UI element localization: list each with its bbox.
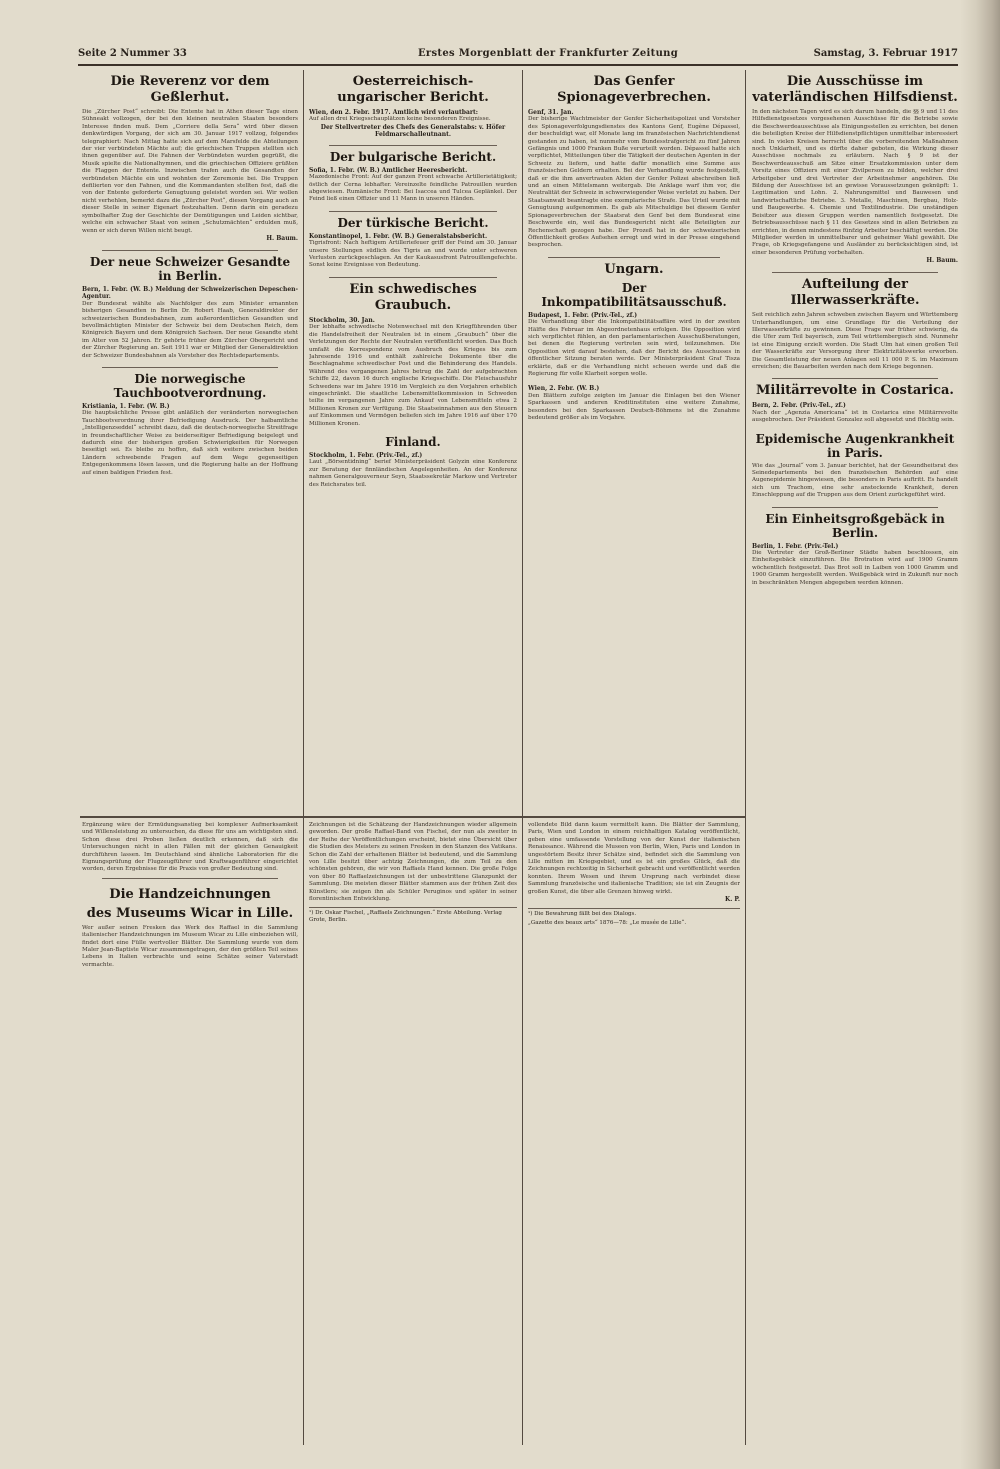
article-signature: Der Stellvertreter des Chefs des Generalstabs: v. Höfer Feldmarschalleutnant. [320,123,506,138]
article-dateline: Bern, 2. Febr. (Priv.-Tel., zf.) [752,402,846,410]
article-title: Aufteilung der Illerwasserkräfte. [790,277,920,309]
feuilleton-middle [309,822,517,1442]
article-body: Mazedonische Front: Auf der ganzen Front schwache Artillerietätigkeit; östlich der Cerna lebhafter. Vereinzelte feindliche Patrouillen wurden abgewiesen. Rumänische Front: Bei Isaccea und Tulcea Geplänkel. Der Feind ließ einen Offizier und 11 Mann in unseren Händen. [309,174,517,203]
article-body: Die hauptsächliche Presse gibt anläßlich der veränderten norwegischen Tauchbootverordnung ihrer Befriedigung Ausdruck. Der halbamtliche „Intelligenzseddel“ schreibt dazu, daß die deutsch-norwegische Streitfrage in freundschaftlicher Weise zu beiderseitiger Befriedigung beigelegt und dadurch eine der bisherigen großen Schwierigkeiten für Norwegen beseitigt sei. Es bleibe zu hoffen, daß sich weitere zwischen beiden Ländern schwebende Fragen auf dem Wege gegenseitigen Entgegenkommens lösen lassen, und die Regierung halte an der Hoffnung auf einen baldigen Frieden fest. [82,410,298,476]
feuilleton-body: vollendete Bild dann kaum vermittelt kann. Die Blätter der Sammlung, Paris, Wien und London in einem reichhaltigen Katalog veröffentlicht, geben eine umfassende Vorstellung von der Kunst der italienischen Renaissance. Während die Museen von Berlin, Wien, Paris und London in ungestörtem Besitz ihrer Schätze sind, befindet sich die Sammlung von Lille mitten im Kriegsgebiet, und es ist ein großes Glück, daß die Zeichnungen rechtzeitig in Sicherheit gebracht und veröffentlicht werden konnten. Ihrem Wesen und ihrem Ursprung nach verbindet diese Sammlung französische und italienische Tradition; sie ist ein Zeugnis der großen Kunst, die über alle Grenzen hinweg wirkt. [528,822,740,895]
column-4 [752,72,958,1447]
column-3 [528,72,740,812]
article-body: Die Vertreter der Groß-Berliner Städte haben beschlossen, ein Einheitsgebäck einzuführen. Die Brotration wird auf 1900 Gramm wöchentlich festgesetzt. Das Brot soll in Laiben von 1000 Gramm und 1900 Gramm hergestellt werden. Weißgebäck wird in Zukunft nur noch in beschränkten Mengen abgegeben werden können. [752,550,958,586]
article-title: Oesterreichisch-ungarischer Bericht. [337,74,489,105]
article-separator [329,211,497,212]
article-body: Tigrisfront: Nach heftigem Artilleriefeuer griff der Feind am 30. Januar unsere Stellungen südlich des Tigris an und wurde unter schweren Verlusten zurückgeschlagen. An der Kaukasusfront Patrouillengefechte. Sonst keine Ereignisse von Bedeutung. [309,240,517,269]
footnote: ¹) Die Bewahrung fällt bei des Dialogs. [528,908,740,918]
article-dateline: Stockholm, 30. Jan. [309,316,375,324]
article [752,74,958,265]
column-rule [303,70,304,1445]
article-title: Ungarn. [604,261,664,277]
article-title: Der neue Schweizer Gesandte in Berlin. [89,254,291,283]
feuilleton-signature: K. P. [725,896,740,904]
article-separator [772,507,938,508]
article-dateline: Wien, den 2. Febr. 1917. Amtlich wird verlautbart: [309,109,479,116]
article-body: Der Bundesrat wählte als Nachfolger des zum Minister ernannten bisherigen Gesandten in Berlin Dr. Robert Haab, Generaldirektor der schweizerischen Bundesbahnen, zum außerordentlichen Gesandten und bevollmächtigten Minister der Schweiz bei dem Deutschen Reich, dem Königreich Bayern und dem Königreich Sachsen. Der neue Gesandte steht im Alter von 52 Jahren. Er gehörte früher dem Zürcher Obergericht und der Zürcher Regierung an. Seit 1911 war er Mitglied der Generaldirektion der Schweizer Bundesbahnen als Vorsteher des Rechtsdepartements. [82,300,298,359]
article [528,262,740,379]
footnote: „Gazette des beaux arts“ 1876—78: „Le musée de Lille“. [528,920,687,927]
article [309,74,517,138]
article-title: Die Ausschüsse im vaterländischen Hilfsdienst. [752,74,958,105]
article [82,255,298,360]
article [82,74,298,243]
article-separator [548,257,720,258]
feuilleton-body: Wer außer seinen Fresken das Werk des Raffael in die Sammlung italienischer Handzeichnungen im Museum Wicar zu Lille einbeziehen will, findet dort eine Fülle wertvoller Blätter. Die Sammlung wurde von dem Maler Jean-Baptiste Wicar zusammengetragen, der den größten Teil seines Lebens in Italien verbrachte und seine Schätze seiner Vaterstadt vermachte. [82,924,298,968]
article-title: Militärrevolte in Costarica. [756,383,954,399]
feuilleton-body: Zeichnungen ist die Schätzung der Handzeichnungen wieder allgemein geworden. Der große Raffael-Band von Fischel, der nun als zweiter in der Reihe der Veröffentlichungen erscheint, bietet eine Übersicht über die Studien des Meisters zu seinen Fresken in den Stanzen des Vatikans. Schon die Zahl der erhaltenen Blätter ist bedeutend, und die Sammlung von Lille besitzt über achtzig Zeichnungen, die zum Teil zu den schönsten gehören, die wir von Raffaels Hand kennen. Die große Folge von über 80 Raffaelzeichnungen ist der unbestrittene Glanzpunkt der Sammlung. Die meisten dieser Blätter stammen aus der frühen Zeit des Künstlers; sie zeigen ihn als Schüler Peruginos und später in seiner florentinischen Entwicklung. [309,822,517,903]
article [752,432,958,500]
article-body: Der lebhafte schwedische Notenwechsel mit den Kriegführenden über die Handelsfreiheit der Neutralen ist in einem „Graubuch“ über die Verletzungen der Rechte der Neutralen veröffentlicht worden. Das Buch umfaßt die Korrespondenz vom Ausbruch des Krieges bis zum Jahresende 1916 und enthält zahlreiche Dokumente über die Beschlagnahme schwedischer Post und die Behinderung des Handels. Während des vergangenen Jahres betrug die Zahl der aufgebrachten Schiffe 22, davon 16 durch englische Kriegsschiffe. Die Fleischausfuhr Schwedens war im Jahre 1916 im Vergleich zu den Vorjahren erheblich eingeschränkt. Die staatliche Lebensmittelkommission in Schweden teilte im vergangenen Jahre zum Ankauf von Lebensmitteln etwa 2 Millionen Kronen zur Verfügung. Die Staatseinnahmen aus den Steuern auf Einkommen und Vermögen beliefen sich im Jahre 1916 auf über 170 Millionen Kronen. [309,324,517,427]
article-dateline: Sofia, 1. Febr. (W. B.) Amtlicher Heeresbericht. [309,166,468,174]
column-1 [82,72,298,812]
article-dateline: Genf, 31. Jan. [528,109,574,116]
article-separator [102,367,278,368]
column-2 [309,72,517,812]
article-title: Ein Einheitsgroßgebäck in Berlin. [765,511,945,540]
page-number: Seite 2 Nummer 33 [78,48,187,59]
article-dateline: Budapest, 1. Febr. (Priv.-Tel., zf.) [528,311,638,319]
article-dateline: Stockholm, 1. Febr. (Priv.-Tel., zf.) [309,451,423,459]
feuilleton-title-line-2: des Museums Wicar in Lille. [86,905,294,921]
article [309,435,517,489]
article-body: Nach der „Agenzia Americana“ ist in Costarica eine Militärrevolte ausgebrochen. Der Präsident Gonzalez soll abgesetzt und flüchtig sein. [752,409,958,424]
article-body: Wie das „Journal“ vom 3. Januar berichtet, hat der Gesundheitsrat des Seinedepartements bei den französischen Behörden auf eine Augenepidemie hingewiesen, die besonders in Paris auftritt. Es handelt sich um Trachom, eine sehr ansteckende Krankheit, deren Einschleppung auf die Truppen aus dem Orient zurückgeführt wird. [752,462,958,499]
article-title: Der bulgarische Bericht. [329,149,497,164]
article-title: Ein schwedisches Graubuch. [349,281,477,313]
article-title: Das Genfer Spionageverbrechen. [557,74,711,105]
feuilleton-left [82,822,298,1442]
article [82,372,298,477]
article-dateline: Wien, 2. Febr. (W. B.) [528,385,600,393]
article-body: Laut „Börsentidning“ berief Ministerpräsident Golyzin eine Konferenz zur Beratung der finnländischen Angelegenheiten. An der Konferenz nahmen Generalgouverneur Seyn, Staatssekretär Markow und Vertreter des Reichsrates teil. [309,459,517,488]
article-dateline: Kristiania, 1. Febr. (W. B.) [82,402,170,410]
article [309,282,517,428]
article-dateline: Konstantinopel, 1. Febr. (W. B.) Generalstabsbericht. [309,232,488,240]
article-separator [772,272,938,273]
article-body: Die Verhandlung über die Inkompatibilitätsaffäre wird in der zweiten Hälfte des Februar im Abgeordnetenhaus erfolgen. Die Opposition wird sich verpflichtet fühlen, an den parlamentarischen Ausschußberatungen, bei denen die Regierung vertreten sein wird, teilzunehmen. Die Opposition wird darauf bestehen, daß der Bericht des Ausschusses in öffentlicher Sitzung beraten werde. Der Ministerpräsident Graf Tisza erklärte, daß er die Verhandlung nicht scheuen werde und daß die Regierung für volle Klarheit sorgen wolle. [528,319,740,377]
article-body: Seit reichlich zehn Jahren schweben zwischen Bayern und Württemberg Unterhandlungen, um eine Grundlage für die Verteilung der Illerwasserkräfte zu gewinnen. Diese Frage war früher schwierig, da die Ufer zum Teil bayerisch, zum Teil württembergisch sind. Nunmehr ist eine Einigung erzielt worden. Die Stadt Ulm hat einen großen Teil der Wasserkräfte zur Versorgung ihrer Elektrizitätswerke erworben. Die Gesamtleistung der neuen Anlagen soll 11 000 P. S. im Maximum erreichen; die Bauarbeiten werden nach dem Kriege begonnen. [752,312,958,370]
article-signature: H. Baum. [926,257,958,265]
article [528,74,740,250]
article-title: Die norwegische Tauchbootverordnung. [113,371,267,400]
footnote: ¹) Dr. Oskar Fischel, „Raffaels Zeichnungen.“ Erste Abteilung. Verlag Grote, Berlin. [309,907,517,924]
article-body: In den nächsten Tagen wird es sich darum handeln, die §§ 9 und 11 des Hilfsdienstgesetzes vorgesehenen Ausschüsse für die Betriebe sowie die Beschwerdeausschüsse als Einigungsstellen zu errichten, bei denen die beteiligten Kreise der Hilfsdienstpflichtigen unmittelbar interessiert sind. In vielen Kreisen herrscht über die vorbereitenden Maßnahmen noch Unklarheit, und es dürfte daher geboten, die Wirkung dieser Ausschüsse nochmals zu erläutern. Nach § 9 ist der Beschwerdeausschuß am Sitze einer Ersatzkommission unter dem Vorsitz eines Offiziers mit einer Zivilperson zu bilden, welcher drei Arbeitgeber und drei Vertreter der Arbeitnehmer angehören. Die Bildung der Ausschüsse ist an gewisse Voraussetzungen geknüpft: 1. Legitimation und Lohn. 2. Nahrungsmittel und Bauwesen und landwirtschaftliche Betriebe. 3. Metalle, Maschinen, Bergbau, Holz- und Baugewerbe. 4. Chemie und Textilindustrie. Die unständigen Beisitzer aus diesen Gruppen werden namentlich festgesetzt. Die Betriebsausschüsse nach § 11 des Gesetzes sind in allen Betrieben zu errichten, in denen mindestens fünfzig Arbeiter beschäftigt werden. Die Mitglieder werden in unmittelbarer und geheimer Wahl gewählt. Die Frage, ob Kriegsgefangene und Ausländer zu berücksichtigen sind, ist einer besonderen Prüfung vorbehalten. [752,109,958,256]
article-dateline: Bern, 1. Febr. (W. B.) Meldung der Schweizerischen Depeschen-Agentur. [82,285,298,301]
article-separator [329,277,497,278]
article-body: Den Blättern zufolge zeigten im Januar die Einlagen bei den Wiener Sparkassen und anderen Kreditinstituten eine weitere Zunahme, besonders bei den Sparkassen Deutsch-Böhmens ist die Zunahme bedeutend größer als im Vorjahre. [528,392,740,421]
article-separator [102,878,278,879]
article-signature: H. Baum. [266,234,298,242]
article-separator [102,250,278,251]
article-body: Der bisherige Wachtmeister der Genfer Sicherheitspolizei und Vorsteher des Spionageverfolgungsdienstes des Kantons Genf, Eugène Dépassel, der beschuldigt war, elf Monate lang im französischen Nachrichtendienst gestanden zu haben, ist nunmehr vom Bundesstrafgericht zu fünf Jahren Gefängnis und 1000 Franken Buße verurteilt worden. Dépassel hatte sich verpflichtet, Mitteilungen über die Tätigkeit der deutschen Agenten in der Schweiz zu liefern, und hatte dafür monatlich eine Summe aus französischen Geldern erhalten. Bei der Verhandlung wurde festgestellt, daß er die ihm anvertrauten Akten der Genfer Polizei abschreiben ließ und an einen Mittelsmann weitergab. Die Anklage warf ihm vor, die Neutralität der Schweiz in schwerwiegender Weise verletzt zu haben. Der Staatsanwalt beantragte eine exemplarische Strafe. Das Urteil wurde mit Genugtuung aufgenommen. Es gab als Mitschuldige bei diesem Genfer Spionageverbrechen der Staatsrat den Genf bei dem Bundesrat eine Beschwerde ein, weil das Bundesgericht nicht alle Beteiligten zur Rechenschaft gezogen habe. Der Prozeß hat in der schweizerischen Öffentlichkeit großes Aufsehen erregt und wird in der Presse eingehend besprochen. [528,116,740,249]
feuilleton-title-line-1: Die Handzeichnungen [109,886,271,902]
article [752,383,958,424]
column-rule [522,70,523,1445]
article-separator [772,378,938,379]
article-title: Die Reverenz vor dem Geßlerhut. [110,74,270,105]
article [752,512,958,587]
issue-date: Samstag, 3. Februar 1917 [813,48,958,59]
page-spine-shadow [960,0,1000,1469]
column-rule [745,70,746,1445]
article-title: Epidemische Augenkrankheit in Paris. [755,431,955,460]
newspaper-name: Erstes Morgenblatt der Frankfurter Zeitung [418,48,678,59]
article [309,216,517,270]
article-body: Auf allen drei Kriegsschauplätzen keine besonderen Ereignisse. [309,116,491,123]
feuilleton-body: Ergänzung wäre der Ermüdungsanstieg bei komplexer Aufmerksamkeit und Willensleistung zu untersuchen, da diese für uns am wichtigsten sind. Schon diese drei Proben ließen deutlich erkennen, daß sich die Untersuchungen nicht in allen Fällen mit der gleichen Genauigkeit durchführen lassen. Im Deutschland sind ähnliche Laboratorien für die Eignungsprüfung der Flugzeugführer und Kraftwagenführer eingerichtet worden, deren Ergebnisse für die Praxis von großer Bedeutung sind. [82,822,298,873]
article-dateline: Berlin, 1. Febr. (Priv.-Tel.) [752,542,839,550]
article-separator [329,145,497,146]
feuilleton-right [528,822,740,1442]
article [528,385,740,422]
article-title: Der türkische Bericht. [337,215,489,230]
article [309,150,517,204]
article [752,277,958,371]
article-title: Finland. [385,434,441,449]
masthead [78,44,958,66]
article-body: Die „Zürcher Post“ schreibt: Die Entente hat in Athen dieser Tage einen Sühneakt vollzogen, der bei den kleinen neutralen Staaten besonders Interesse finden muß. Dem „Corriere della Sera“ wird über diesen denkwürdigen Vorgang, der sich am 30. Januar 1917 vollzog, folgendes telegraphiert: Nach Mittag hatte sich auf dem Marsfelde die Abteilungen der vier verbündeten Mächte auf; die griechischen Truppen stellten sich ihnen gegenüber auf. Die Fahnen der Verbündeten wurden gegrüßt, die Musik spielte die Nationalhymnen, und die griechischen Offiziere grüßten die Flaggen der Entente. Inzwischen trafen auch die Gesandten der verbündeten Mächte ein und wohnten der Zeremonie bei. Die Truppen defilierten vor den Fahnen, und die Kommandanten stellten fest, daß die von der Entente geforderte Genugtuung geleistet worden sei. Wir wollen nicht verhehlen, bemerkt dazu die „Zürcher Post“, diesen Vorgang auch an dieser Stelle in seiner Eigenart festzuhalten. Denn darin ein geradezu symbolhafter Zug der Geschichte der Demütigungen und Leiden sichtbar, welche ein schwacher Staat von seinen „Schutzmächten“ erdulden muß, wenn er sich deren Willen nicht beugt. [82,109,298,234]
feuilleton-rule [80,816,745,818]
article-subtitle: Der Inkompatibilitätsausschuß. [541,280,727,309]
